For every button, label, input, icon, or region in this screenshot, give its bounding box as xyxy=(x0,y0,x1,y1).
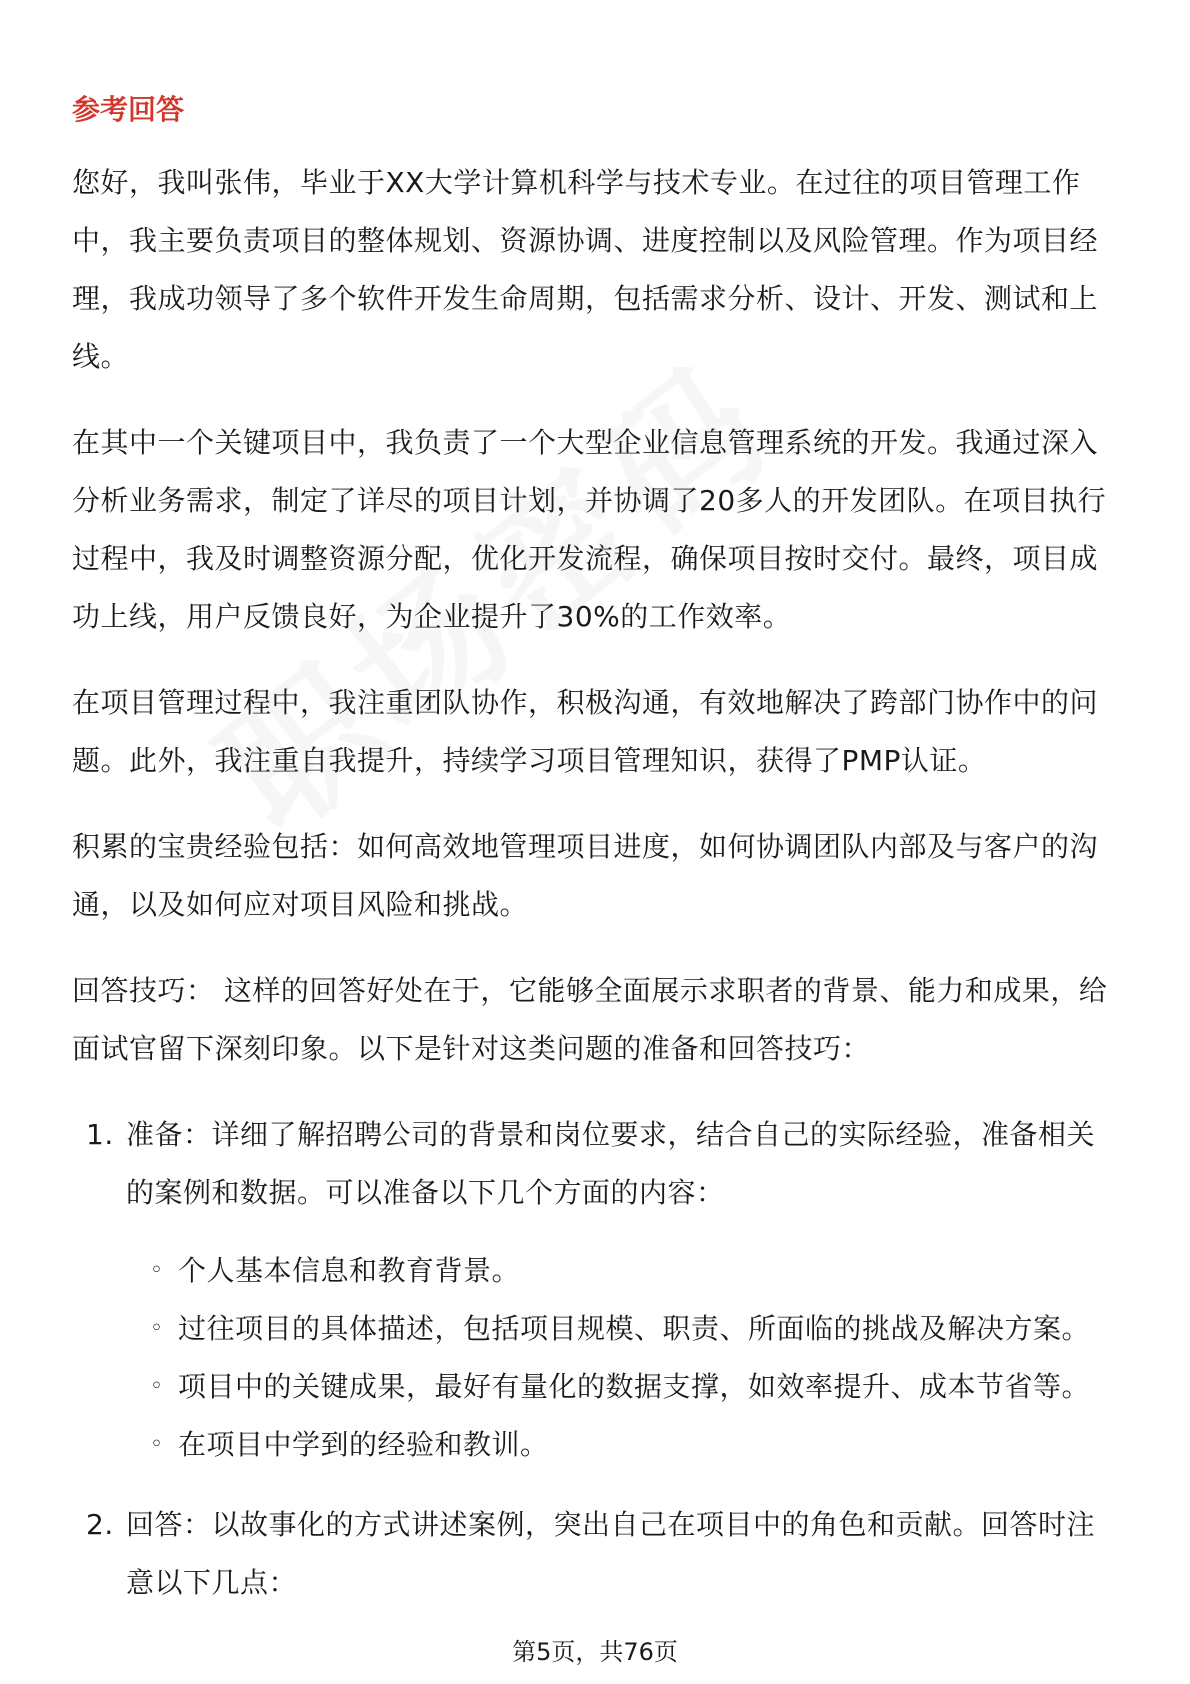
sub-list-item xyxy=(126,1242,1122,1300)
paragraph: 在其中一个关键项目中，我负责了一个大型企业信息管理系统的开发。我通过深入分析业务需求，制定了详尽的项目计划，并协调了20多人的开发团队。在项目执行过程中，我及时调整资源分配，优化开发流程，确保项目按时交付。最终，项目成功上线，用户反馈良好，为企业提升了30%的工作效率。 xyxy=(72,426,1107,633)
list-item xyxy=(72,1496,1122,1612)
sub-list-item-text: 在项目中学到的经验和教训。 xyxy=(178,1428,549,1461)
paragraph: 回答技巧： 这样的回答好处在于，它能够全面展示求职者的背景、能力和成果，给面试官留下深刻印象。以下是针对这类问题的准备和回答技巧： xyxy=(72,974,1108,1065)
list-item xyxy=(72,1106,1122,1474)
sub-list-item-text: 过往项目的具体描述，包括项目规模、职责、所面临的挑战及解决方案。 xyxy=(178,1312,1091,1345)
sub-list-item-text: 项目中的关键成果，最好有量化的数据支撑，如效率提升、成本节省等。 xyxy=(178,1370,1091,1403)
content xyxy=(72,88,1122,1634)
list-item-text: 回答：以故事化的方式讲述案例，突出自己在项目中的角色和贡献。回答时注意以下几点： xyxy=(126,1508,1096,1599)
section-heading: 参考回答 xyxy=(72,93,185,126)
page-number: 第5页，共76页 xyxy=(512,1638,678,1666)
paragraph: 积累的宝贵经验包括：如何高效地管理项目进度，如何协调团队内部及与客户的沟通，以及如何应对项目风险和挑战。 xyxy=(72,830,1099,921)
sub-list-item xyxy=(126,1416,1122,1474)
sub-list-item xyxy=(126,1358,1122,1416)
ordered-list xyxy=(72,1106,1122,1612)
list-number: 2. xyxy=(86,1508,114,1541)
list-number: 1. xyxy=(86,1118,114,1151)
sub-list xyxy=(126,1242,1122,1474)
bullet-icon: ◦ xyxy=(150,1258,164,1283)
sub-list-item xyxy=(126,1300,1122,1358)
bullet-icon: ◦ xyxy=(150,1316,164,1341)
sub-list-item-text: 个人基本信息和教育背景。 xyxy=(178,1254,521,1287)
paragraph: 您好，我叫张伟，毕业于XX大学计算机科学与技术专业。在过往的项目管理工作中，我主要负责项目的整体规划、资源协调、进度控制以及风险管理。作为项目经理，我成功领导了多个软件开发生命周期，包括需求分析、设计、开发、测试和上线。 xyxy=(72,166,1099,373)
bullet-icon: ◦ xyxy=(150,1374,164,1399)
bullet-icon: ◦ xyxy=(150,1432,164,1457)
list-item-text: 准备：详细了解招聘公司的背景和岗位要求，结合自己的实际经验，准备相关的案例和数据。可以准备以下几个方面的内容： xyxy=(126,1118,1096,1209)
paragraph: 在项目管理过程中，我注重团队协作，积极沟通，有效地解决了跨部门协作中的问题。此外，我注重自我提升，持续学习项目管理知识，获得了PMP认证。 xyxy=(72,686,1099,777)
